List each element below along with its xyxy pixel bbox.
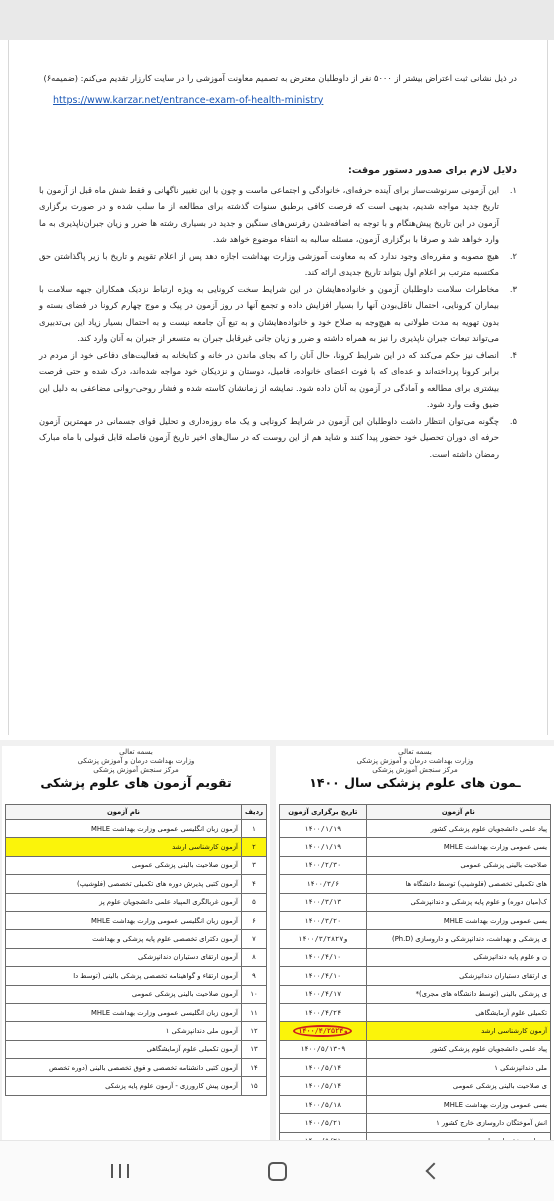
exam-name: آزمون زبان انگلیسی عمومی وزارت بهداشت MHLE	[6, 911, 242, 929]
exam-date: ۱۴۰۰/۵/۱۴	[280, 1059, 367, 1077]
exam-name: صلاحیت بالینی پزشکی عمومی	[366, 856, 550, 874]
table-row	[6, 1059, 267, 1077]
exam-name: یسی عمومی وزارت بهداشت MHLE	[366, 911, 550, 929]
exam-name: آزمون صلاحیت بالینی پزشکی عمومی	[6, 985, 242, 1003]
table-row	[6, 893, 267, 911]
exam-name: ک(میان دوره) و علوم پایه پزشکی و دندانپزشکی	[366, 893, 550, 911]
exam-name: آزمون تکمیلی علوم آزمایشگاهی	[6, 1040, 242, 1058]
table-row	[280, 1114, 551, 1132]
reason-item	[39, 248, 517, 281]
home-icon	[268, 1162, 287, 1181]
exam-date: ۱۴۰۰/۴/۱۰	[280, 948, 367, 966]
table-row	[6, 967, 267, 985]
row-number: ۷	[241, 930, 266, 948]
col-row-header: ردیف	[241, 805, 266, 820]
table-row	[280, 875, 551, 893]
table-row	[280, 1022, 551, 1040]
reason-number: ۲.	[509, 250, 517, 261]
table-row	[6, 875, 267, 893]
reason-item	[39, 347, 517, 413]
exam-name: آزمون زبان انگلیسی عمومی وزارت بهداشت MHLE	[6, 820, 242, 838]
exam-name: آزمون ارتقای دستیاران دندانپزشکی	[6, 948, 242, 966]
exam-name: آزمون دکترای تخصصی علوم پایه پزشکی و بهداشت	[6, 930, 242, 948]
exam-name: آزمون پیش کارورزی - آزمون علوم پایه پزشکی	[6, 1077, 242, 1095]
table-row	[280, 1077, 551, 1095]
exam-date: ۱۴۰۰/۴/۱۰	[280, 967, 367, 985]
ministry-name: وزارت بهداشت درمان و آموزش پزشکی	[356, 757, 474, 765]
table-row	[280, 1040, 551, 1058]
back-icon	[426, 1163, 443, 1180]
row-number: ۹	[241, 967, 266, 985]
calendar-panel-right	[276, 746, 554, 1142]
reason-number: ۴.	[509, 349, 517, 360]
table-row	[6, 911, 267, 929]
exam-name: آزمون صلاحیت بالینی پزشکی عمومی	[6, 856, 242, 874]
reason-item	[39, 281, 517, 347]
document-body	[39, 70, 517, 462]
exam-name: یسی عمومی وزارت بهداشت MHLE	[366, 838, 550, 856]
exam-date: ۱۴۰۰/۳/۱۳	[280, 893, 367, 911]
exam-date: ۱۴۰۰/۳/۲۰	[280, 911, 367, 929]
exam-name: های تکمیلی تخصصی (فلوشیپ) توسط دانشگاه ها	[366, 875, 550, 893]
recent-apps-button[interactable]	[100, 1159, 140, 1183]
table-row	[280, 1095, 551, 1113]
back-button[interactable]	[412, 1159, 452, 1183]
home-button[interactable]	[257, 1159, 297, 1183]
row-number: ۴	[241, 875, 266, 893]
exam-date: ۱۴۰۰/۴/۲۴	[280, 1003, 367, 1021]
table-row	[280, 1003, 551, 1021]
exam-date: ۱۴۰۰/۳/۶	[280, 875, 367, 893]
row-number: ۱۲	[241, 1022, 266, 1040]
reason-number: ۵.	[509, 415, 517, 426]
exam-name: یسی عمومی وزارت بهداشت MHLE	[366, 1095, 550, 1113]
exam-name: آزمون زبان انگلیسی عمومی وزارت بهداشت MHLE	[6, 1003, 242, 1021]
col-name-header: نام آزمون	[366, 805, 550, 820]
exam-table-left	[5, 804, 267, 1096]
table-row	[280, 893, 551, 911]
row-number: ۱۵	[241, 1077, 266, 1095]
recent-apps-icon	[111, 1164, 129, 1178]
reason-number: ۳.	[509, 283, 517, 294]
table-row	[280, 1059, 551, 1077]
row-number: ۱	[241, 820, 266, 838]
reasons-list	[39, 182, 517, 463]
exam-name: ملی دندانپزشکی ۱	[366, 1059, 550, 1077]
row-number: ۱۱	[241, 1003, 266, 1021]
reason-text: مخاطرات سلامت داوطلبان آزمون و خانواده‌هایشان در این شرایط سخت کرونایی به ویژه ارتباط نزدیک همکاران جبهه سلامت با بیماران کرونایی، احتمال ناقل‌بودن آنها را بسیار افزایش داده و تجمع آنها در روز آزمون در پیک و موج چهارم کرونا در فضای بسته و بدون تهویه به مدت طولانی به هیچ‌وجه به صلاح خود و خانواده‌هایشان و به تبع آن جامعه نیست و به احتمال بسیار زیاد این بی‌تدبیری می‌تواند تبعات جبران ناپذیری را نیز به همراه داشته و ضرر و زیان جانی غیرقابل جبران به متسعر از جبران به آنان وارد کند.	[39, 283, 499, 343]
exam-name: ن و علوم پایه دندانپزشکی	[366, 948, 550, 966]
exam-name: انش آموختگان داروسازی خارج کشور ۱	[366, 1114, 550, 1132]
exam-name: آزمون ارتقاء و گواهینامه تخصصی پزشکی بالینی (توسط دا	[6, 967, 242, 985]
exam-date: ۱۴۰۰/۵/۱۴	[280, 1077, 367, 1095]
exam-date: ۱۴۰۰/۱/۱۹	[280, 820, 367, 838]
table-row	[6, 948, 267, 966]
reasons-heading: دلایل لازم برای صدور دستور موقت:	[348, 165, 517, 176]
exam-name: پیاد علمی دانشجویان علوم پزشکی کشور	[366, 1040, 550, 1058]
basmala: بسمه تعالی	[119, 748, 153, 756]
table-row	[280, 820, 551, 838]
table-row	[280, 967, 551, 985]
table-row	[6, 1040, 267, 1058]
calendar-panel-left	[2, 746, 270, 1142]
exam-name: تکمیلی علوم آزمایشگاهی	[366, 1003, 550, 1021]
table-row	[6, 838, 267, 856]
calendar-images	[0, 740, 554, 1140]
reason-text: هیچ مصوبه و مقرره‌ای وجود ندارد که به معاونت آموزشی وزارت بهداشت اجازه دهد پس از اعلام تقویم و تاریخ با زیر پاگذاشتن حق مکتسبه مترتب بر اعلام اول بتواند تاریخ جدیدی ارائه کند.	[39, 250, 499, 277]
exam-table-right	[279, 804, 551, 1169]
row-number: ۵	[241, 893, 266, 911]
row-number: ۱۳	[241, 1040, 266, 1058]
reason-item	[39, 182, 517, 248]
table-row	[6, 1022, 267, 1040]
reason-item	[39, 413, 517, 463]
exam-date: ۱۴۰۰/۴/۱۷	[280, 985, 367, 1003]
reason-text: چگونه می‌توان انتظار داشت داوطلبان این آزمون در شرایط کرونایی و یک ماه روزه‌داری و تحلیل قوای جسمانی در مهمترین آزمون حرفه ای دوران تحصیل خود حضور پیدا کنند و شاید هم از این روست که در سال‌های اخیر تاریخ آزمون فاصله قابل قبولی با ماه مبارک رمضان داشته است.	[39, 415, 499, 459]
exam-name: ی پزشکی و بهداشت، دندانپزشکی و داروسازی (Ph.D)	[366, 930, 550, 948]
exam-date: ۱۴۰۰/۳/۲۸و۲۷	[280, 930, 367, 948]
exam-date: ۱۴۰۰/۲/۳۰	[280, 856, 367, 874]
table-row	[280, 948, 551, 966]
document-page	[8, 40, 548, 735]
exam-name: ی ارتقای دستیاران دندانپزشکی	[366, 967, 550, 985]
col-date-header: تاریخ برگزاری آزمون	[280, 805, 367, 820]
exam-date: ۱۴۰۰/۵/۱۸	[280, 1095, 367, 1113]
reason-text: این آزمونی سرنوشت‌ساز برای آینده حرفه‌ای، خانوادگی و اجتماعی ماست و چون با این تغییر ناگهانی و فقط شش ماه قبل از آزمون با تاریخ جدید مواجه شدیم، بدیهی است که فرصت کافی برطبق سنوات گذشته برای مطالعه از ما سلب شده و در صورت برگزاری آزمون در این تاریخ پیش‌هنگام و با توجه به اضافه‌شدن رفرنس‌های سنگین و جدید در بسیاری رشته ها ضرر و زیان جبران‌ناپذیری به ما وارد خواهد شد و صرفا با برگزاری آزمون، مسئله سالبه به انتفاء موضوع خواهد شد.	[39, 184, 499, 244]
table-row	[280, 930, 551, 948]
exam-date: ۱۴۰۰/۵/۱۳-۹	[280, 1040, 367, 1058]
calendar-title: تقویم آزمون های علوم پزشکی	[40, 775, 232, 790]
exam-date: ۱۴۰۰/۱/۱۹	[280, 838, 367, 856]
table-row	[6, 930, 267, 948]
system-nav-bar	[0, 1140, 554, 1201]
basmala: بسمه تعالی	[398, 748, 432, 756]
row-number: ۳	[241, 856, 266, 874]
petition-link[interactable]: https://www.karzar.net/entrance-exam-of-health-ministry	[53, 94, 324, 106]
exam-name: آزمون کارشناسی ارشد	[6, 838, 242, 856]
table-row	[280, 911, 551, 929]
row-number: ۲	[241, 838, 266, 856]
table-row	[6, 1003, 267, 1021]
calendar-header-right	[276, 748, 554, 800]
intro-paragraph: در ذیل نشانی ثبت اعتراض بیشتر از ۵۰۰۰ نفر از داوطلبان معترض به تصمیم معاونت آموزشی را در سایت کارزار تقدیم می‌کنم: (ضمیمه۶)	[43, 73, 517, 83]
viewer-top-bar	[0, 0, 554, 40]
exam-name: ی پزشکی بالینی (توسط دانشگاه های مجری)*	[366, 985, 550, 1003]
table-row	[6, 985, 267, 1003]
row-number: ۶	[241, 911, 266, 929]
exam-date: ۱۴۰۰/۵/۲۱	[280, 1114, 367, 1132]
exam-date-cell	[280, 1022, 367, 1040]
circled-date: ۱۴۰۰/۴/۲۵و۲۴	[293, 1025, 352, 1037]
calendar-title: ـمون های علوم پزشکی سال ۱۴۰۰	[309, 775, 521, 790]
exam-name: آزمون کتبی دانشنامه تخصصی و فوق تخصصی بالینی (دوره تخصص	[6, 1059, 242, 1077]
table-row	[280, 838, 551, 856]
table-row	[280, 856, 551, 874]
exam-name: آزمون غربالگری المپیاد علمی دانشجویان علوم پز	[6, 893, 242, 911]
calendar-header-left	[2, 748, 270, 800]
table-row	[6, 1077, 267, 1095]
row-number: ۱۴	[241, 1059, 266, 1077]
ministry-name: وزارت بهداشت درمان و آموزش پزشکی	[77, 757, 195, 765]
table-row	[6, 856, 267, 874]
center-name: مرکز سنجش آموزش پزشکی	[372, 766, 458, 774]
col-name-header: نام آزمون	[6, 805, 242, 820]
center-name: مرکز سنجش آموزش پزشکی	[93, 766, 179, 774]
exam-name: پیاد علمی دانشجویان علوم پزشکی کشور	[366, 820, 550, 838]
table-row	[6, 820, 267, 838]
reason-text: انصاف نیز حکم می‌کند که در این شرایط کرونا، حال آنان را که بجای ماندن در خانه و کتابخانه به فعالیت‌های دفاعی خود از مردم در برابر کرونا پرداخته‌اند و عده‌ای که با فوت اعضای خانواده، فامیل، دوستان و نزدیکان خود مواجه شده‌اند، درک شده و حتی فرصت بیشتری برای مطالعه و آمادگی در آزمون به آنان داده شود. نمایشه از زمانشان کاسته شده و فشار روحی-روانی مضاعفی به دلیل این ضیق وقت وارد شود.	[39, 349, 499, 409]
exam-name: آزمون کارشناسی ارشد	[366, 1022, 550, 1040]
row-number: ۸	[241, 948, 266, 966]
reason-number: ۱.	[509, 184, 517, 195]
exam-name: آزمون ملی دندانپزشکی ۱	[6, 1022, 242, 1040]
exam-name: ی صلاحیت بالینی پزشکی عمومی	[366, 1077, 550, 1095]
row-number: ۱۰	[241, 985, 266, 1003]
exam-name: آزمون کتبی پذیرش دوره های تکمیلی تخصصی (فلوشیپ)	[6, 875, 242, 893]
table-row	[280, 985, 551, 1003]
